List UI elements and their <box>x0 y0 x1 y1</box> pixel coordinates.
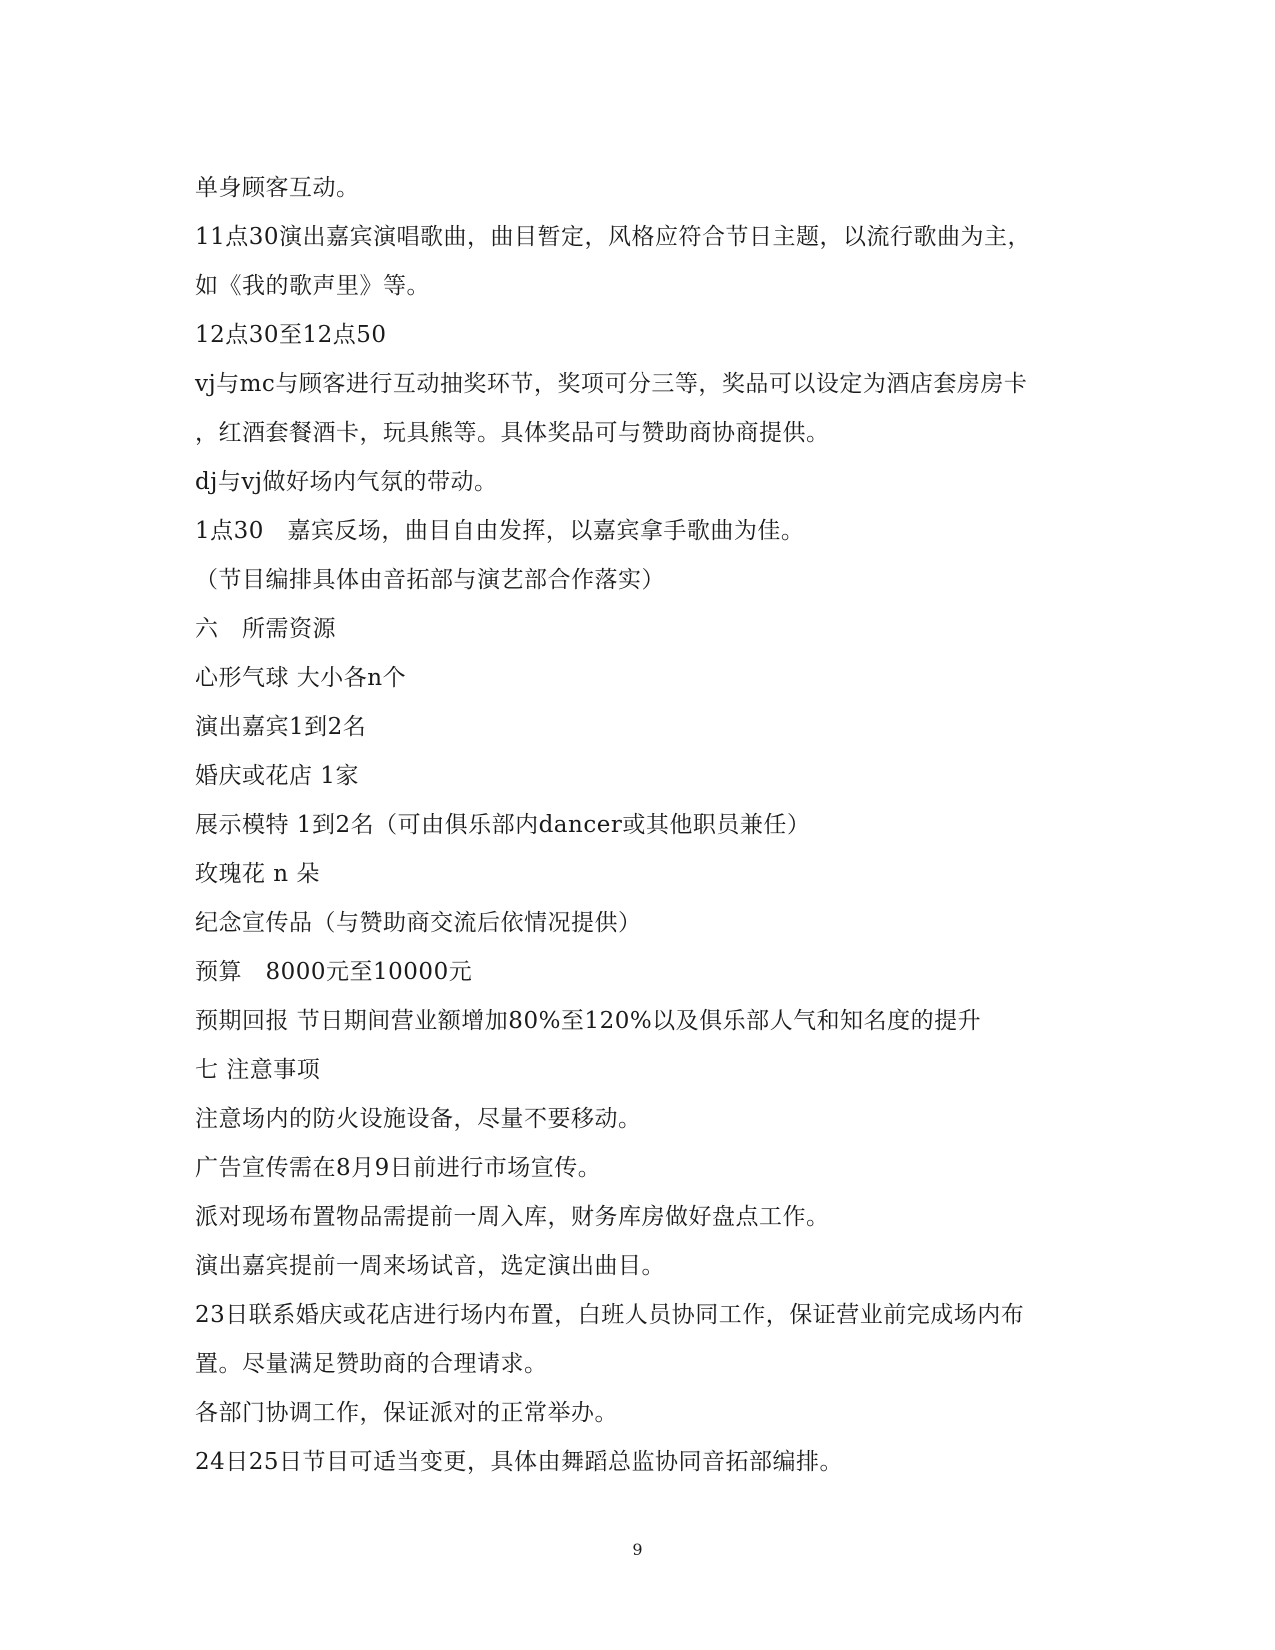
text-line: 派对现场布置物品需提前一周入库，财务库房做好盘点工作。 <box>195 1204 830 1230</box>
text-line: dj与vj做好场内气氛的带动。 <box>195 469 498 495</box>
text-line: 纪念宣传品（与赞助商交流后依情况提供） <box>195 910 642 936</box>
text-line: 婚庆或花店 1家 <box>195 763 359 789</box>
text-line: 广告宣传需在8月9日前进行市场宣传。 <box>195 1155 602 1181</box>
text-line: 24日25日节目可适当变更，具体由舞蹈总监协同音拓部编排。 <box>195 1449 844 1475</box>
text-line: 预算 8000元至10000元 <box>195 959 473 985</box>
section-heading: 七 注意事项 <box>195 1057 321 1083</box>
text-line: 预期回报 节日期间营业额增加80%至120%以及俱乐部人气和知名度的提升 <box>195 1008 982 1034</box>
text-line: 如《我的歌声里》等。 <box>195 273 430 299</box>
text-line: ，红酒套餐酒卡，玩具熊等。具体奖品可与赞助商协商提供。 <box>195 420 830 446</box>
text-line: 各部门协调工作，保证派对的正常举办。 <box>195 1400 618 1426</box>
section-heading: 六 所需资源 <box>195 616 336 642</box>
text-line: 23日联系婚庆或花店进行场内布置，白班人员协同工作，保证营业前完成场内布 <box>195 1302 1025 1328</box>
text-line: 展示模特 1到2名（可由俱乐部内dancer或其他职员兼任） <box>195 812 811 838</box>
text-line: 1点30 嘉宾反场，曲目自由发挥，以嘉宾拿手歌曲为佳。 <box>195 518 805 544</box>
text-line: 心形气球 大小各n个 <box>195 665 407 691</box>
text-line: 玫瑰花 n 朵 <box>195 861 320 887</box>
text-line: 置。尽量满足赞助商的合理请求。 <box>195 1351 548 1377</box>
text-line: 演出嘉宾1到2名 <box>195 714 367 740</box>
text-line: 注意场内的防火设施设备，尽量不要移动。 <box>195 1106 642 1132</box>
page-number: 9 <box>632 1540 643 1559</box>
text-line: （节目编排具体由音拓部与演艺部合作落实） <box>195 567 665 593</box>
text-line: 演出嘉宾提前一周来场试音，选定演出曲目。 <box>195 1253 665 1279</box>
text-line: vj与mc与顾客进行互动抽奖环节，奖项可分三等，奖品可以设定为酒店套房房卡 <box>195 371 1028 397</box>
text-line: 11点30演出嘉宾演唱歌曲，曲目暂定，风格应符合节日主题，以流行歌曲为主， <box>195 224 1032 250</box>
document-body <box>195 164 1095 1487</box>
text-line: 12点30至12点50 <box>195 322 387 348</box>
text-line: 单身顾客互动。 <box>195 175 360 201</box>
